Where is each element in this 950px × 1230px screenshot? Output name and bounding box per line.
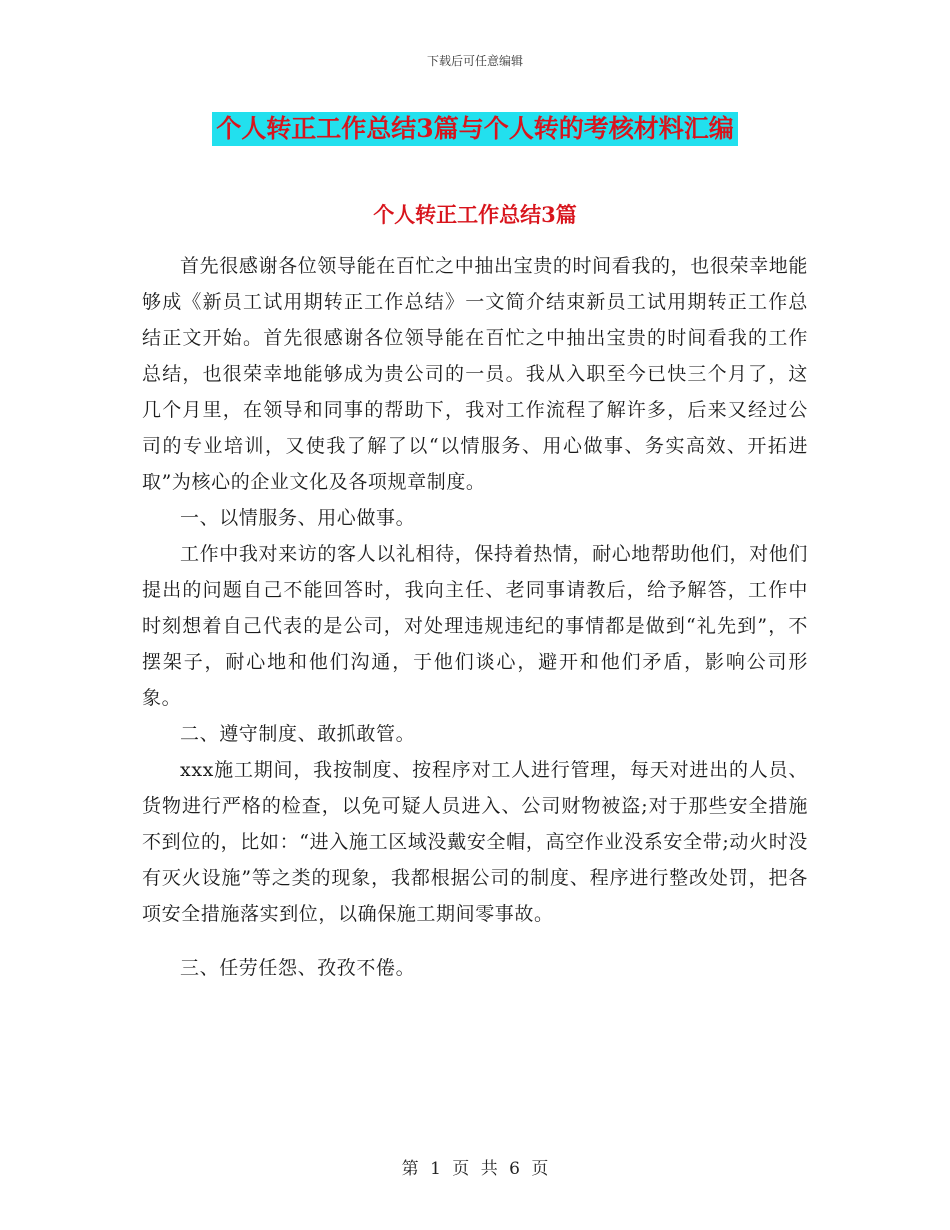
main-title bbox=[0, 112, 950, 146]
page-footer: 第 1 页 共 6 页 bbox=[401, 1159, 549, 1179]
document-body bbox=[142, 248, 808, 986]
heading-section-1: 一、以情服务、用心做事。 bbox=[180, 507, 416, 529]
heading-section-2: 二、遵守制度、敢抓敢管。 bbox=[180, 723, 416, 745]
main-title-text: 个人转正工作总结3篇与个人转的考核材料汇编 bbox=[212, 112, 737, 146]
paragraph-section-2: xxx施工期间，我按制度、按程序对工人进行管理，每天对进出的人员、货物进行严格的检查，以免可疑人员进入、公司财物被盗;对于那些安全措施不到位的，比如：“进入施工区域没戴安全帽，高空作业没系安全带;动火时没有灭火设施”等之类的现象，我都根据公司的制度、程序进行整改处罚，把各项安全措施落实到位，以确保施工期间零事故。 bbox=[142, 759, 808, 925]
paragraph-intro: 首先很感谢各位领导能在百忙之中抽出宝贵的时间看我的，也很荣幸地能够成《新员工试用期转正工作总结》一文简介结束新员工试用期转正工作总结正文开始。首先很感谢各位领导能在百忙之中抽出宝贵的时间看我的工作总结，也很荣幸地能够成为贵公司的一员。我从入职至今已快三个月了，这几个月里，在领导和同事的帮助下，我对工作流程了解许多，后来又经过公司的专业培训，又使我了解了以“以情服务、用心做事、务实高效、开拓进取”为核心的企业文化及各项规章制度。 bbox=[142, 255, 808, 493]
section-title: 个人转正工作总结3篇 bbox=[373, 202, 577, 227]
header-note: 下载后可任意编辑 bbox=[426, 54, 523, 68]
heading-section-3: 三、任劳任怨、孜孜不倦。 bbox=[180, 957, 416, 979]
paragraph-section-1: 工作中我对来访的客人以礼相待，保持着热情，耐心地帮助他们，对他们提出的问题自己不能回答时，我向主任、老同事请教后，给予解答，工作中时刻想着自己代表的是公司，对处理违规违纪的事情都是做到“礼先到”，不摆架子，耐心地和他们沟通，于他们谈心，避开和他们矛盾，影响公司形象。 bbox=[142, 543, 808, 709]
